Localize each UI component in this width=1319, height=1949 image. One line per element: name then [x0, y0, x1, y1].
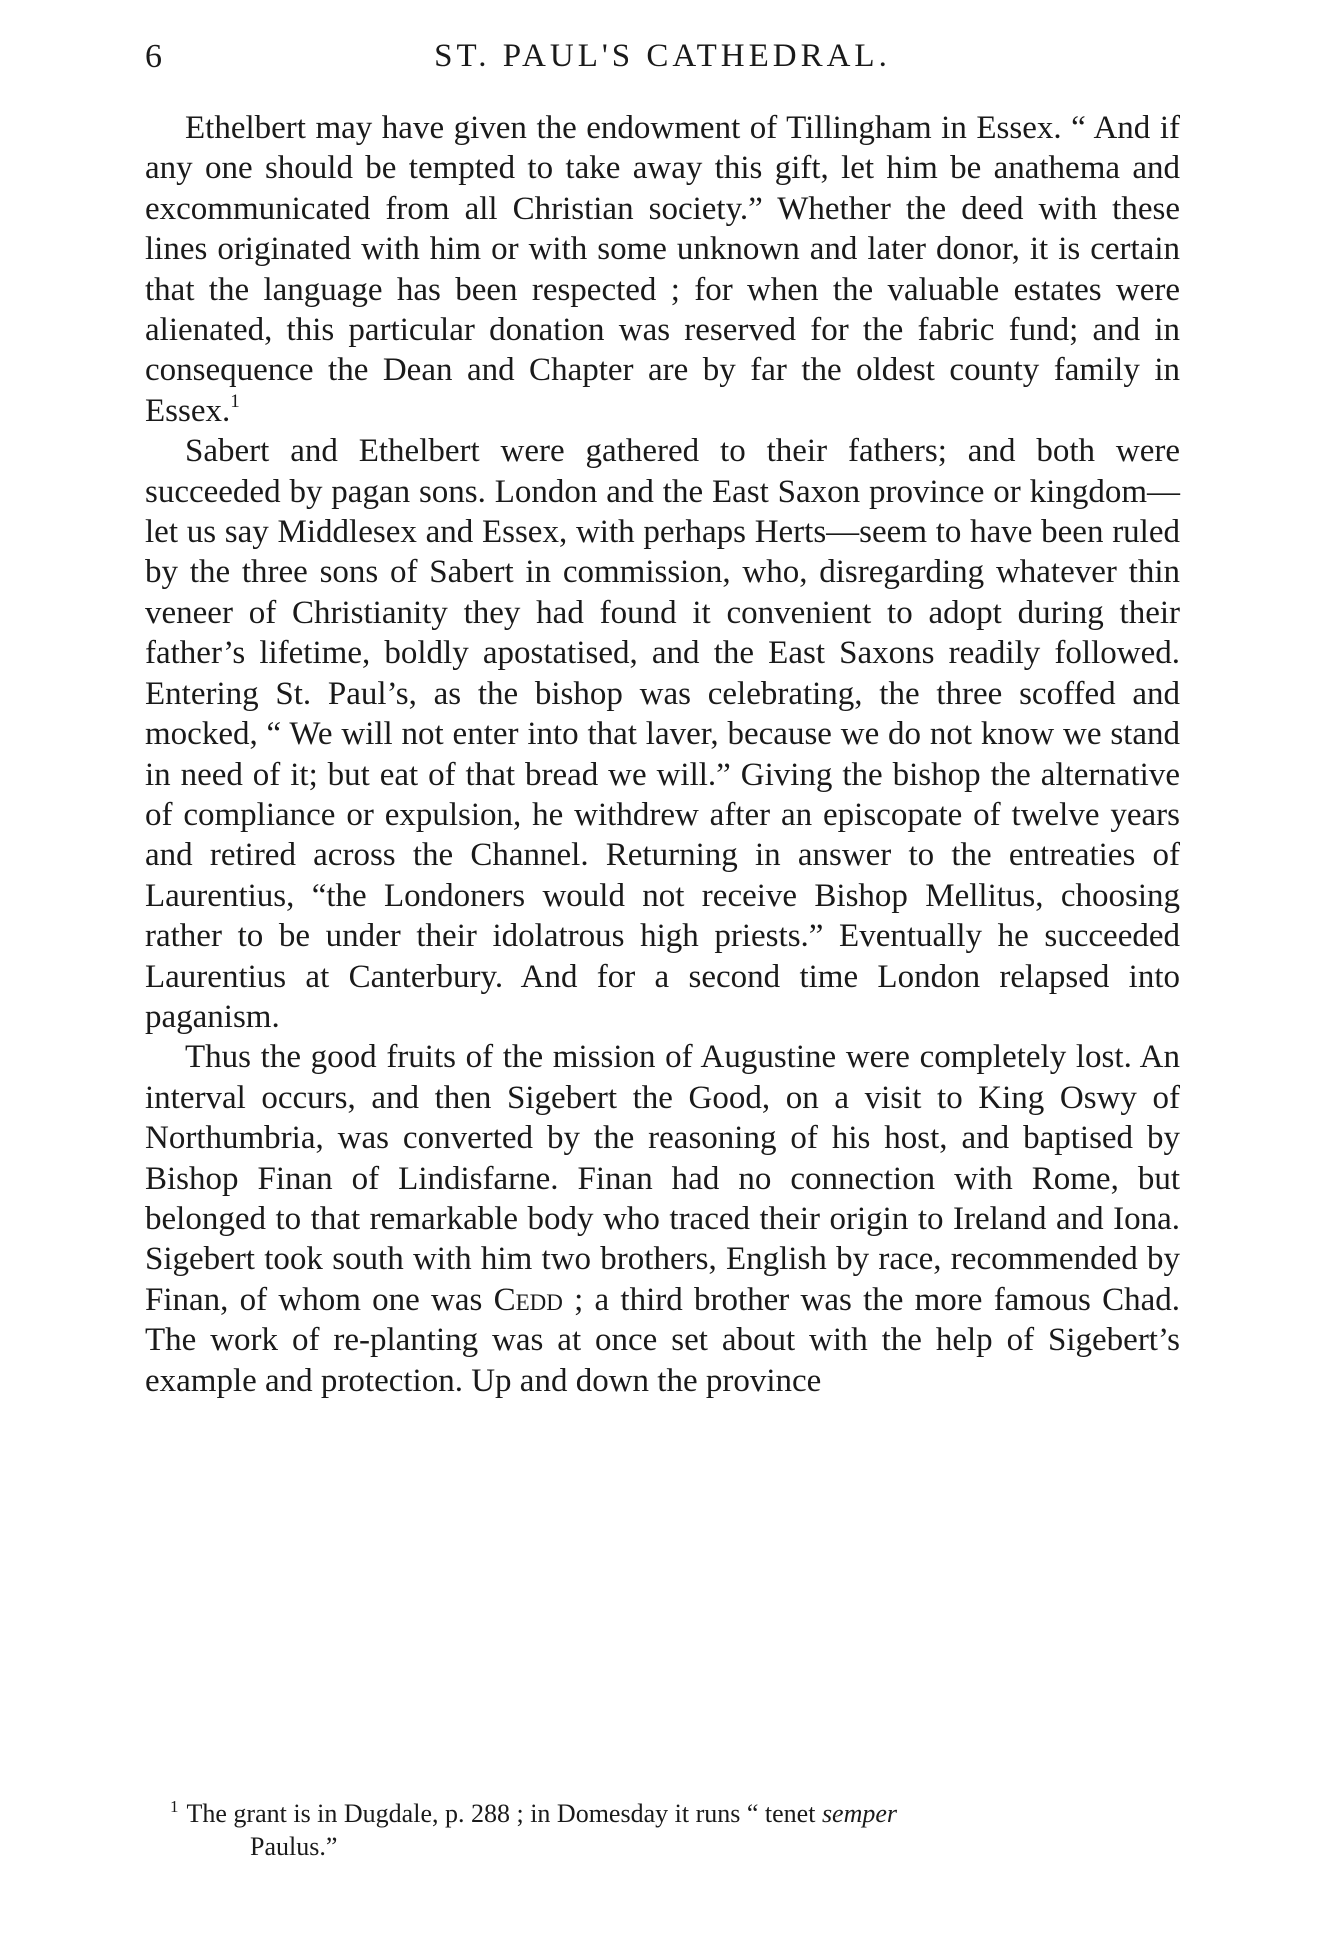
- paragraph-sabert: Sabert and Ethelbert were gathered to their fathers; and both were succeeded by pagan sons. London and the East Saxon province or kingdom—let us say Middlesex and Essex, with perhaps Herts—seem to have been ruled by the three sons of Sabert in commission, who, disregarding whatever thin veneer of Christianity they had found it convenient to adopt during their father’s lifetime, boldly apostatised, and the East Saxons readily followed. Entering St. Paul’s, as the bishop was celebrating, the three scoffed and mocked, “ We will not enter into that laver, because we do not know we stand in need of it; but eat of that bread we will.” Giving the bishop the alternative of compliance or expulsion, he withdrew after an episcopate of twelve years and retired across the Channel. Returning in answer to the entreaties of Laurentius, “the Londoners would not receive Bishop Mellitus, choosing rather to be under their idolatrous high priests.” Eventually he succeeded Laurentius at Canterbury. And for a second time London relapsed into paganism.: [145, 433, 1180, 1035]
- small-caps-name: Cedd: [493, 1281, 563, 1318]
- footnote-line-continued: Paulus.”: [250, 1832, 338, 1861]
- paragraph-augustine-mission: [145, 1037, 1180, 1401]
- footnote-mark: 1: [170, 1797, 179, 1816]
- paragraph-text: Ethelbert may have given the endowment of Tillingham in Essex. “ And if any one should be tempted to take away this gift, let him be anathema and excommunicated from all Christian society.” Whether the deed with these lines originated with him or with some unknown and later donor, it is certain that the language has been respected ; for when the valuable estates were alienated, this particular donation was reserved for the fabric fund; and in consequence the Dean and Chapter are by far the oldest county family in Essex.: [145, 110, 1180, 429]
- footnote-line: [170, 1797, 1180, 1830]
- footnote-italic: semper: [821, 1799, 898, 1828]
- paragraph-tillingham: [145, 108, 1180, 431]
- footnote: [170, 1797, 1180, 1863]
- footnote-text: The grant is in Dugdale, p. 288 ; in Domesday it runs “ tenet: [186, 1799, 822, 1828]
- running-title: ST. PAUL'S CATHEDRAL.: [434, 38, 891, 74]
- running-head: [145, 38, 1180, 78]
- page-number: 6: [145, 38, 163, 75]
- paragraph-text-continued: ; a third brother was the more famous Chad. The work of re-planting was at once set about with the help of Sigebert’s example and protection. Up and down the province: [145, 1281, 1180, 1399]
- body-text: [145, 108, 1180, 1401]
- footnote-reference: 1: [230, 390, 240, 412]
- paragraph-text: Thus the good fruits of the mission of Augustine were completely lost. An interval occurs, and then Sigebert the Good, on a visit to King Oswy of Northumbria, was converted by the reasoning of his host, and baptised by Bishop Finan of Lindisfarne. Finan had no connection with Rome, but belonged to that remarkable body who traced their origin to Ireland and Iona. Sigebert took south with him two brothers, English by race, recommended by Finan, of whom one was: [145, 1039, 1180, 1318]
